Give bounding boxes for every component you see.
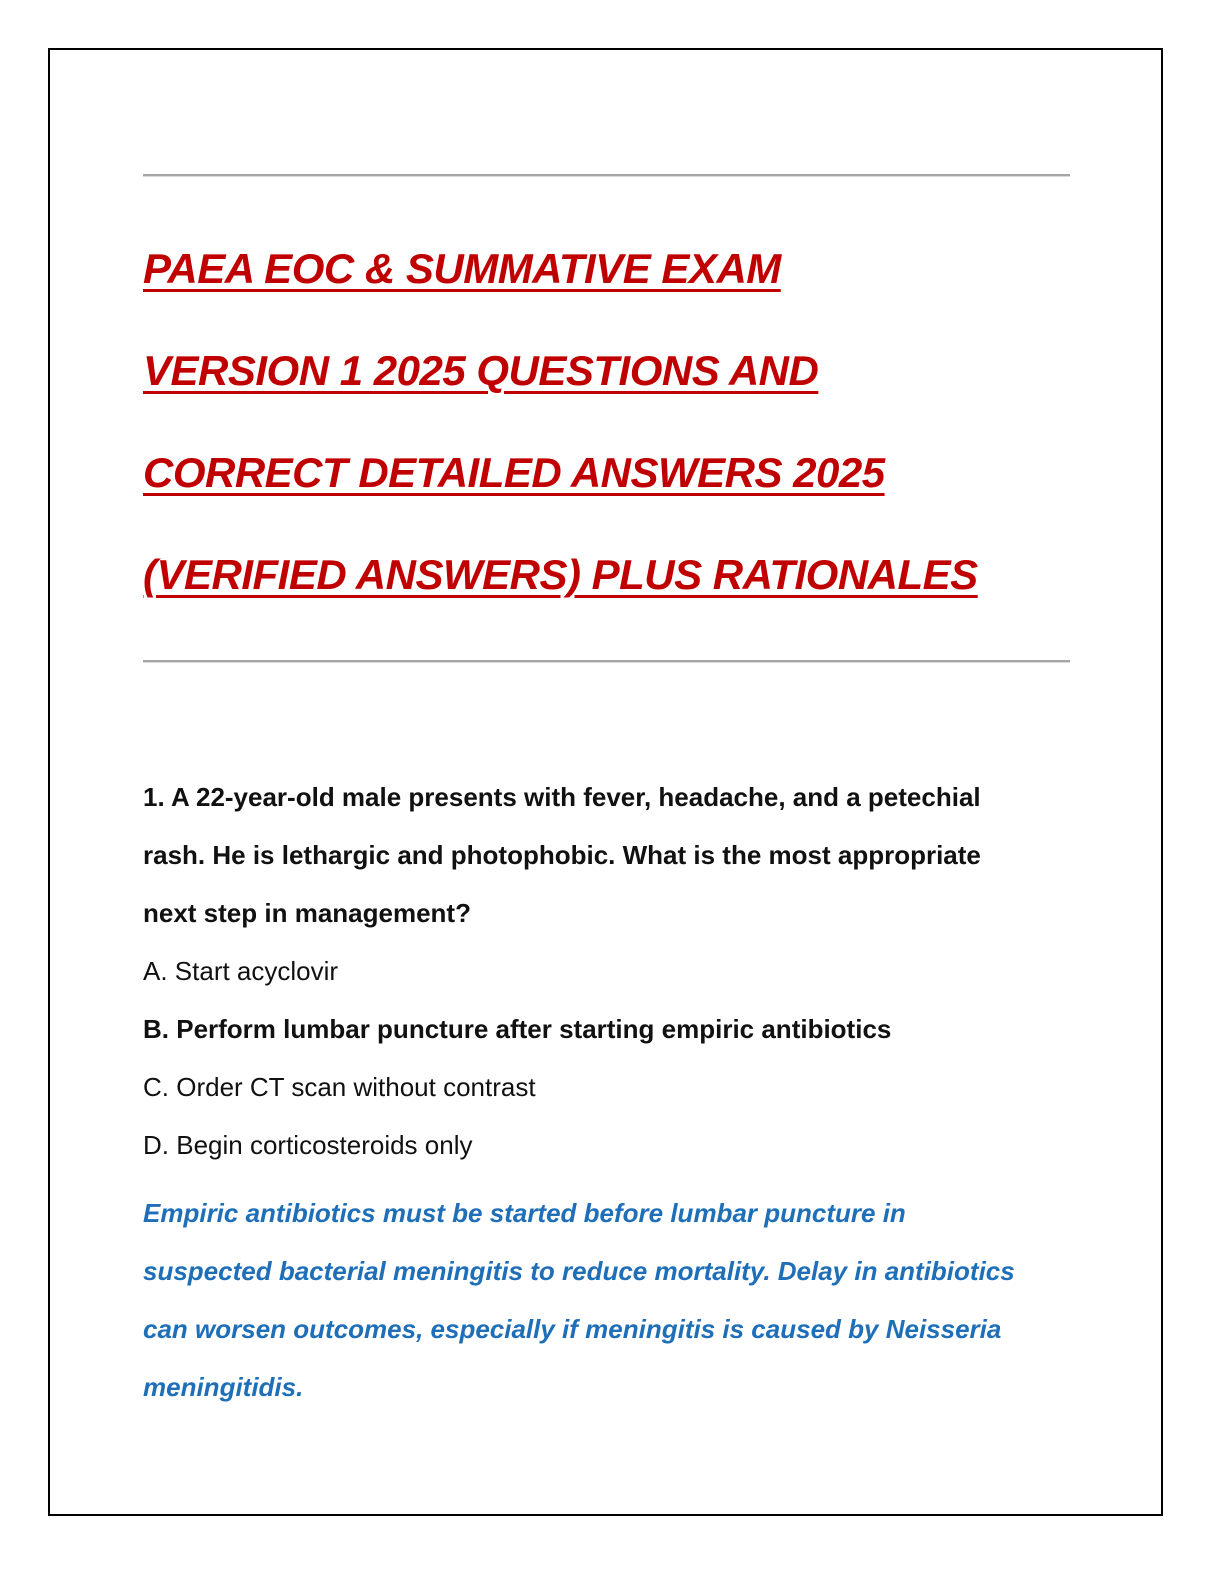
question-1 <box>143 768 1073 1442</box>
option-a: A. Start acyclovir <box>143 956 339 986</box>
question-stem <box>143 768 1073 942</box>
title-line-4: (VERIFIED ANSWERS) PLUS RATIONALES <box>143 551 978 598</box>
option-b-correct: B. Perform lumbar puncture after starting empiric antibiotics <box>143 1014 892 1044</box>
question-stem-line: rash. He is lethargic and photophobic. What is the most appropriate <box>143 840 981 870</box>
rationale <box>143 1184 1073 1416</box>
top-divider <box>143 174 1070 176</box>
title-line-3: CORRECT DETAILED ANSWERS 2025 <box>143 449 885 496</box>
title-line-1: PAEA EOC & SUMMATIVE EXAM <box>143 245 781 292</box>
question-stem-line: 1. A 22-year-old male presents with fever, headache, and a petechial <box>143 782 981 812</box>
option-d: D. Begin corticosteroids only <box>143 1130 473 1160</box>
document-title <box>143 218 1143 626</box>
option-c: C. Order CT scan without contrast <box>143 1072 536 1102</box>
bottom-divider <box>143 660 1070 662</box>
question-stem-line: next step in management? <box>143 898 471 928</box>
rationale-line: can worsen outcomes, especially if meningitis is caused by Neisseria <box>143 1314 1002 1344</box>
rationale-line: meningitidis. <box>143 1372 304 1402</box>
answer-options <box>143 942 1073 1174</box>
rationale-line: Empiric antibiotics must be started before lumbar puncture in <box>143 1198 906 1228</box>
rationale-line: suspected bacterial meningitis to reduce mortality. Delay in antibiotics <box>143 1256 1015 1286</box>
title-line-2: VERSION 1 2025 QUESTIONS AND <box>143 347 819 394</box>
